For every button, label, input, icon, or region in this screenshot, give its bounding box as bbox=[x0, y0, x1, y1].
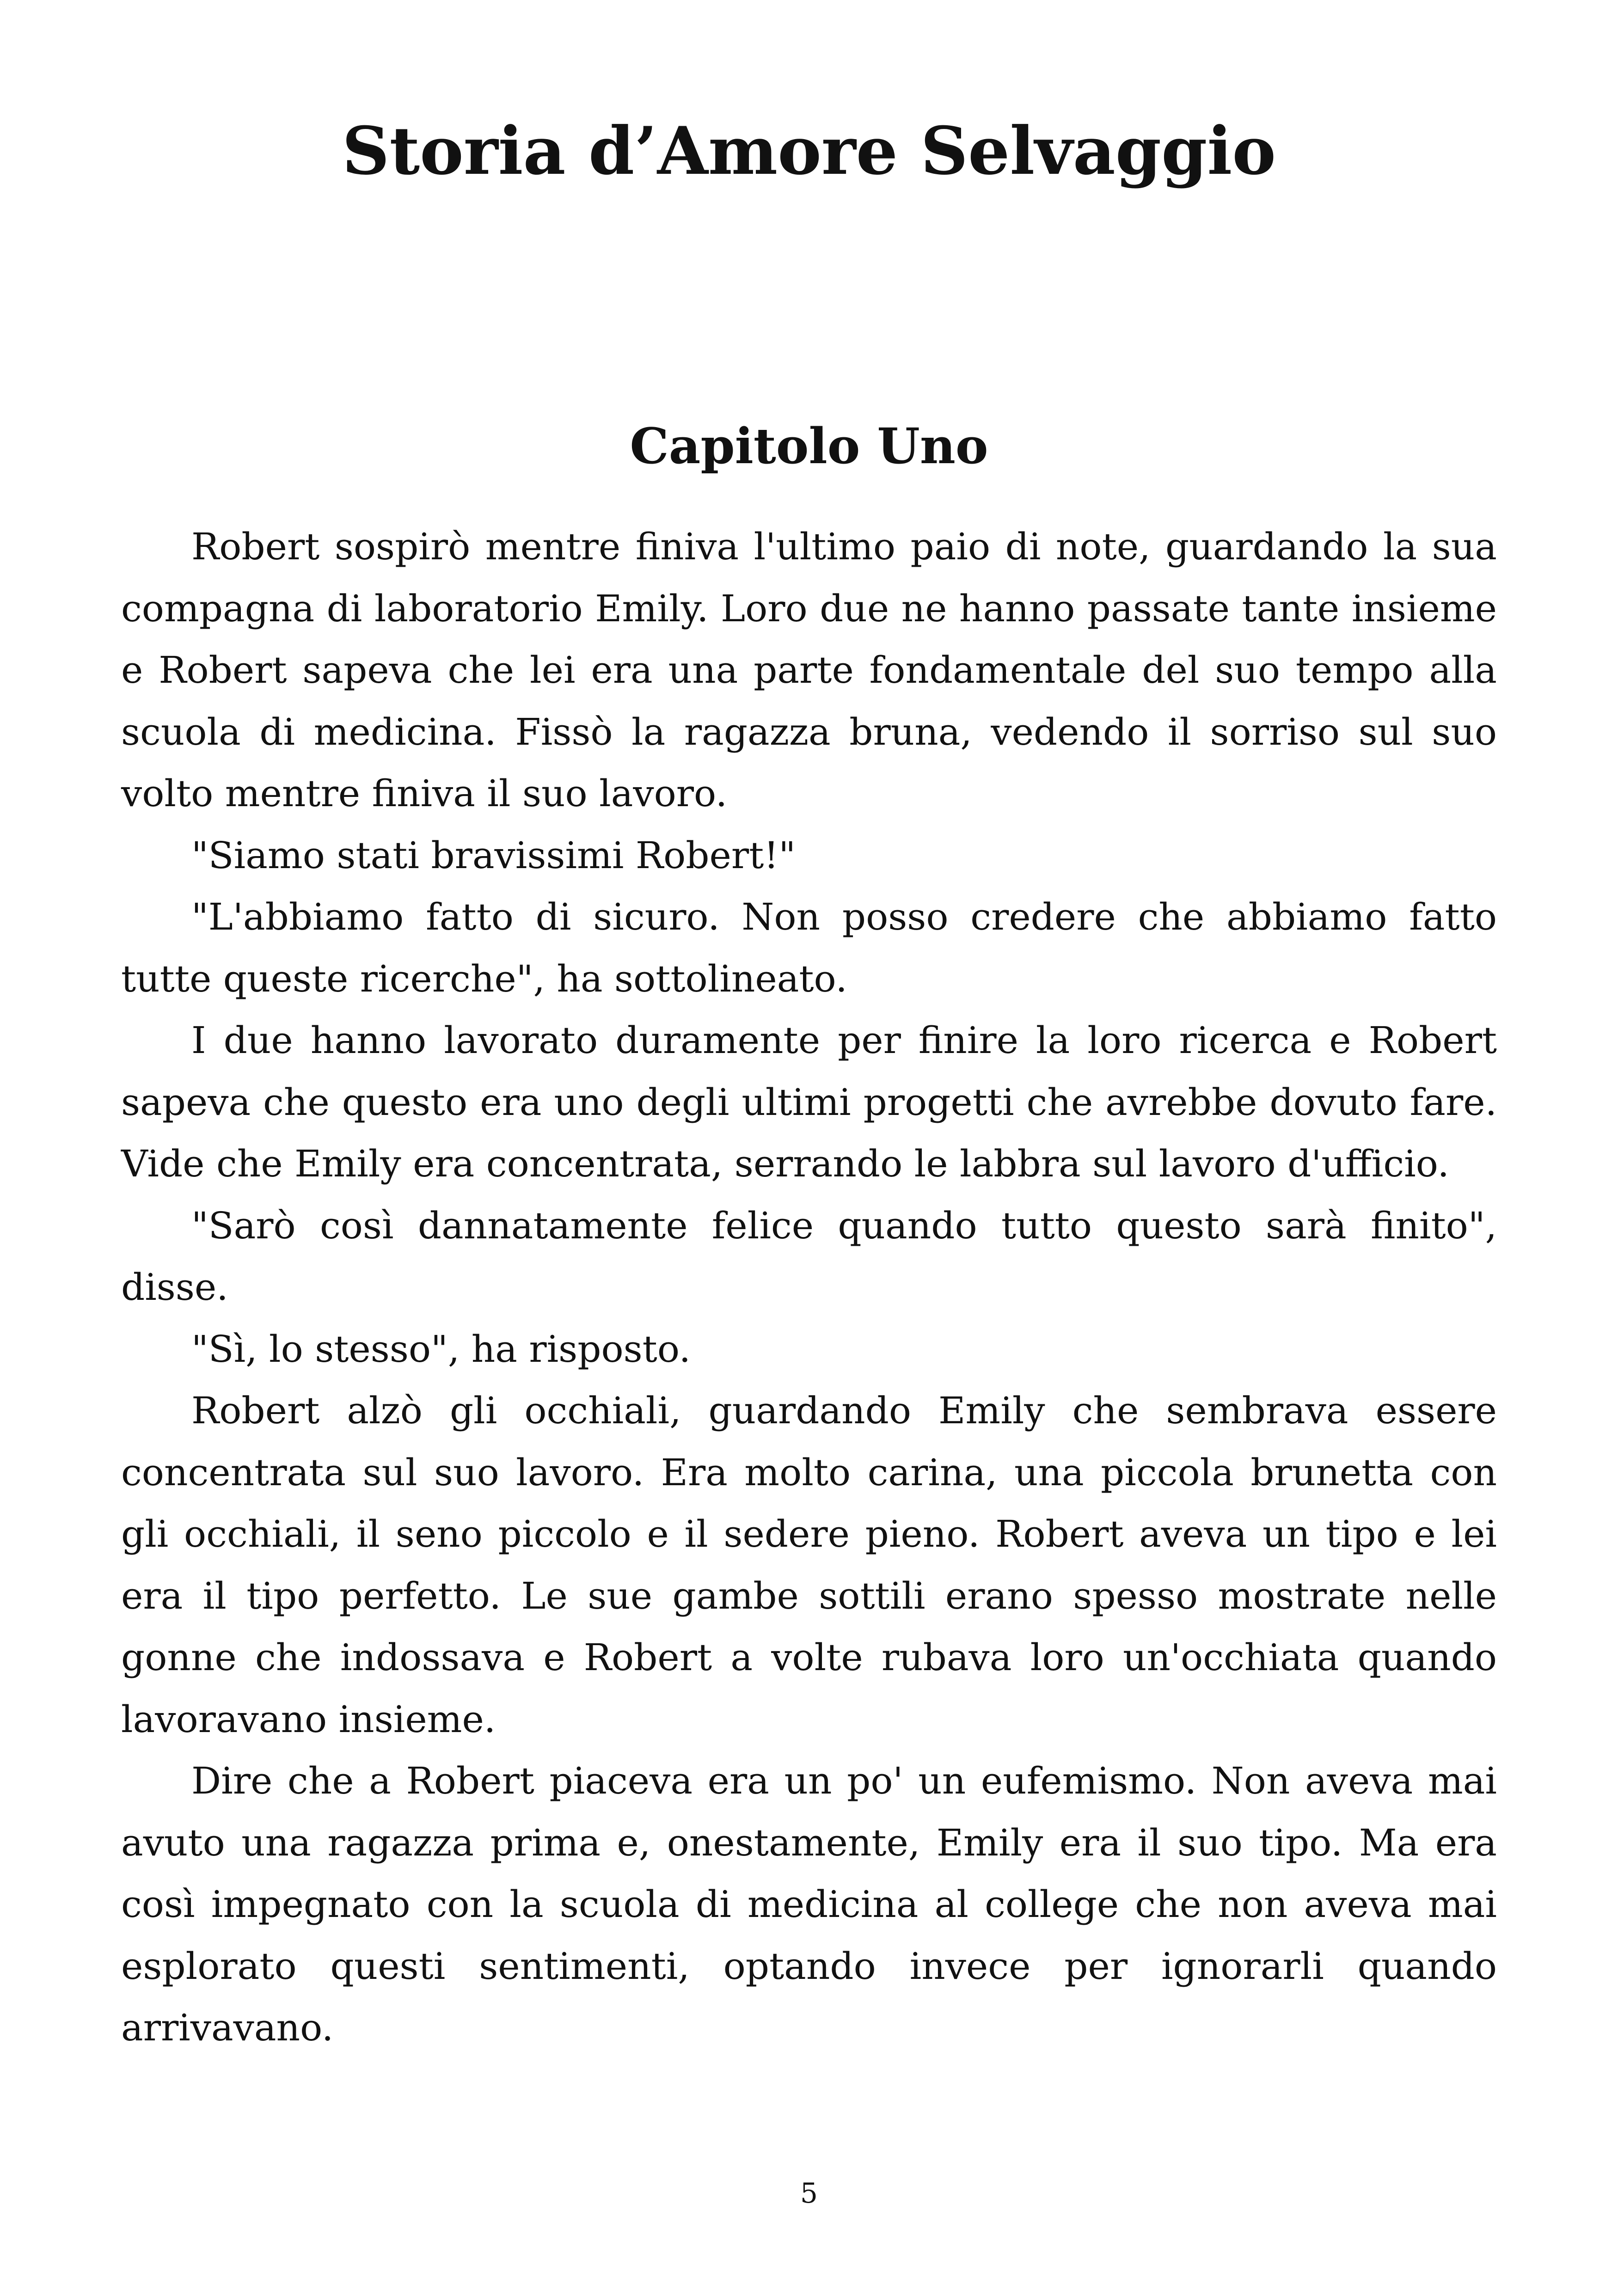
paragraph: Robert alzò gli occhiali, guardando Emily che sembrava essere concentrata sul suo lavoro. Era molto carina, una piccola brunetta con gli occhiali, il seno piccolo e il sedere pieno. Robert aveva un tipo e lei era il tipo perfetto. Le sue gambe sottili erano spesso mostrate nelle gonne che indossava e Robert a volte rubava loro un'occhiata quando lavoravano insieme. bbox=[121, 1389, 1497, 1741]
paragraph: "Siamo stati bravissimi Robert!" bbox=[191, 833, 796, 877]
paragraph: Dire che a Robert piaceva era un po' un eufemismo. Non aveva mai avuto una ragazza prima e, onestamente, Emily era il suo tipo. Ma era così impegnato con la scuola di medicina al college che non aveva mai esplorato questi sentimenti, optando invece per ignorarli quando arrivavano. bbox=[121, 1759, 1497, 2049]
paragraph: Robert sospirò mentre finiva l'ultimo paio di note, guardando la sua compagna di laboratorio Emily. Loro due ne hanno passate tante insieme e Robert sapeva che lei era una parte fondamentale del suo tempo alla scuola di medicina. Fissò la ragazza bruna, vedendo il sorriso sul suo volto mentre finiva il suo lavoro. bbox=[121, 525, 1497, 815]
book-title: Storia d’Amore Selvaggio bbox=[342, 113, 1276, 190]
paragraph: "Sì, lo stesso", ha risposto. bbox=[191, 1327, 691, 1371]
paragraph: "Sarò così dannatamente felice quando tutto questo sarà finito", disse. bbox=[121, 1204, 1497, 1309]
paragraph: I due hanno lavorato duramente per finire la loro ricerca e Robert sapeva che questo era uno degli ultimi progetti che avrebbe dovuto fare. Vide che Emily era concentrata, serrando le labbra sul lavoro d'ufficio. bbox=[121, 1019, 1497, 1185]
page-number: 5 bbox=[800, 2177, 818, 2210]
chapter-body bbox=[121, 516, 1497, 2059]
chapter-title: Capitolo Uno bbox=[630, 417, 988, 475]
paragraph: "L'abbiamo fatto di sicuro. Non posso credere che abbiamo fatto tutte queste ricerche", ha sottolineato. bbox=[121, 895, 1497, 1000]
